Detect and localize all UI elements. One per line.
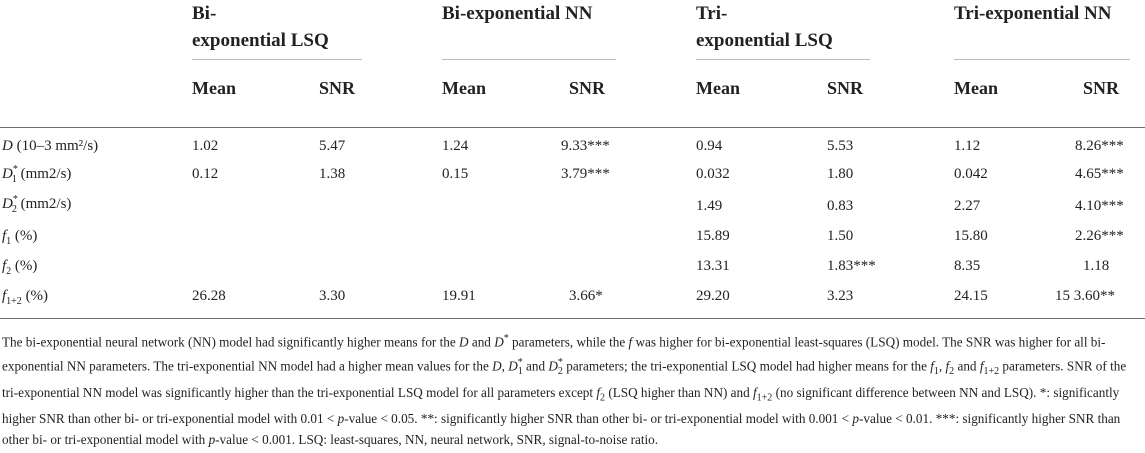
param-unit: (mm2/s) xyxy=(20,196,72,212)
footnote-text: parameters, while the xyxy=(508,334,629,350)
table-cell: 0.042 xyxy=(954,166,988,182)
footnote-subscript: 2 xyxy=(600,392,606,404)
group-header-line2: exponential LSQ xyxy=(192,30,329,51)
param-superscript: * xyxy=(12,164,18,175)
row-label xyxy=(2,194,71,215)
subheader-snr: SNR xyxy=(1083,78,1120,98)
footnote-subscript: 1 xyxy=(933,366,939,378)
param-symbol: D xyxy=(2,138,13,154)
param-unit: (%) xyxy=(14,228,38,244)
table-cell: 15 3.60** xyxy=(1055,288,1115,304)
row-label xyxy=(2,164,71,185)
footnote-symbol: f xyxy=(930,358,934,374)
table-cell: 1.80 xyxy=(827,166,854,182)
table-cell: 19.91 xyxy=(442,288,476,304)
table-cell: 1.12 xyxy=(954,138,981,154)
footnote-superscript: * xyxy=(517,357,523,369)
subheader-mean: Mean xyxy=(442,78,486,98)
param-subscript: 2 xyxy=(6,266,12,277)
footnote-symbol: f xyxy=(979,358,984,374)
footnote-symbol: D xyxy=(459,334,469,350)
row-label xyxy=(2,228,37,247)
table-bottom-rule xyxy=(0,318,1145,319)
subheader-snr: SNR xyxy=(827,78,864,98)
table-cell: 0.12 xyxy=(192,166,219,182)
param-unit: (%) xyxy=(25,288,49,304)
param-subscript: 1 xyxy=(11,174,17,185)
footnote-text: and xyxy=(468,334,495,350)
footnote-symbol: f xyxy=(596,385,601,401)
footnote-text: and xyxy=(522,358,549,374)
footnote-subscript: 1+2 xyxy=(756,392,773,404)
subheader-mean: Mean xyxy=(954,78,998,98)
param-subscript: 1 xyxy=(6,236,12,247)
group-header-line2: exponential LSQ xyxy=(696,30,833,51)
param-subscript: 2 xyxy=(11,204,17,215)
group-header-line1: Bi- xyxy=(192,3,217,24)
group-rule-bi-nn xyxy=(442,59,616,60)
table-cell: 29.20 xyxy=(696,288,730,304)
table-cell: 4.10*** xyxy=(1075,198,1124,214)
table-cell: 15.80 xyxy=(954,228,988,244)
group-rule-bi-lsq xyxy=(192,59,362,60)
param-superscript: * xyxy=(12,194,18,205)
footnote-symbol: D xyxy=(508,358,518,374)
footnote-superscript: * xyxy=(503,333,509,344)
footnote-text: -value < 0.001. LSQ: least-squares, NN, neural network, SNR, signal-to-noise ratio. xyxy=(215,432,659,448)
param-unit: (10–3 mm²/s) xyxy=(16,138,99,154)
footnote-symbol: f xyxy=(628,334,633,350)
param-symbol: f xyxy=(2,228,7,244)
table-cell: 4.65*** xyxy=(1075,166,1124,182)
group-header-line1: Bi-exponential NN xyxy=(442,3,593,24)
table-cell: 5.53 xyxy=(827,138,854,154)
footnote-symbol: p xyxy=(852,411,860,427)
table-cell: 1.83*** xyxy=(827,258,876,274)
footnote-text: -value < 0.05. **: significantly higher SNR than other bi- or tri-exponential model with 0.001 < xyxy=(344,411,853,427)
table-cell: 1.24 xyxy=(442,138,469,154)
table-cell: 3.23 xyxy=(827,288,854,304)
table-cell: 1.38 xyxy=(319,166,346,182)
table-cell: 9.33*** xyxy=(561,138,610,154)
group-header-bi-lsq xyxy=(192,0,329,54)
table-cell: 5.47 xyxy=(319,138,346,154)
footnote-symbol: p xyxy=(337,411,345,427)
footnote-symbol: f xyxy=(753,385,757,401)
table-cell: 0.83 xyxy=(827,198,854,214)
footnote-text: (no significant difference between NN and LSQ). *: significantly higher SNR than other bi- or tri-exponential model with 0.01 < xyxy=(2,385,1120,427)
table-cell: 2.26*** xyxy=(1075,228,1124,244)
table-cell: 0.94 xyxy=(696,138,723,154)
table-cell: 13.31 xyxy=(696,258,730,274)
group-header-line1: Tri- xyxy=(696,3,728,24)
subheader-mean: Mean xyxy=(192,78,236,98)
footnote-subscript: 2 xyxy=(557,366,563,378)
param-symbol: D xyxy=(2,196,13,212)
param-symbol: f xyxy=(2,288,7,304)
subheader-snr: SNR xyxy=(319,78,356,98)
group-rule-tri-nn xyxy=(954,59,1130,60)
table-cell: 15.89 xyxy=(696,228,730,244)
table-cell: 2.27 xyxy=(954,198,981,214)
table-cell: 1.49 xyxy=(696,198,723,214)
table-cell: 1.18 xyxy=(1083,258,1110,274)
table-cell: 8.26*** xyxy=(1075,138,1124,154)
group-header-tri-nn xyxy=(954,0,1111,27)
table-cell: 26.28 xyxy=(192,288,226,304)
table-cell: 3.30 xyxy=(319,288,346,304)
row-label xyxy=(2,288,48,307)
header-rule xyxy=(0,127,1145,128)
table-cell: 0.032 xyxy=(696,166,730,182)
table-cell: 3.79*** xyxy=(561,166,610,182)
table-cell: 1.02 xyxy=(192,138,219,154)
footnote-symbol: p xyxy=(208,432,216,448)
footnote-subscript: 2 xyxy=(949,366,955,378)
footnote-subscript: 1 xyxy=(517,366,523,378)
param-unit: (%) xyxy=(14,258,38,274)
group-header-bi-nn xyxy=(442,0,592,27)
table-cell: 8.35 xyxy=(954,258,981,274)
footnote-text: The bi-exponential neural network (NN) model had significantly higher means for the xyxy=(2,334,460,350)
footnote-text: parameters. SNR of the tri-exponential NN model was significantly higher than the tri-exponential LSQ model for all parameters except xyxy=(2,358,1127,401)
table-footnote xyxy=(2,329,1140,451)
footnote-symbol: D xyxy=(548,358,558,374)
param-symbol: D xyxy=(2,166,13,182)
subheader-mean: Mean xyxy=(696,78,740,98)
param-symbol: f xyxy=(2,258,7,274)
footnote-text: , xyxy=(501,358,509,374)
table-cell: 3.66* xyxy=(569,288,603,304)
group-header-line1: Tri-exponential NN xyxy=(954,3,1112,24)
footnote-text: -value < 0.01. ***: significantly higher SNR than other bi- or tri-exponential model with xyxy=(2,411,1121,448)
footnote-superscript: * xyxy=(557,357,563,369)
footnote-text: was higher for bi-exponential least-squares (LSQ) model. The SNR was higher for all bi-exponential NN parameters. The tri-exponential NN model had a higher mean values for the xyxy=(2,334,1106,374)
footnote-text: (LSQ higher than NN) and xyxy=(605,385,753,401)
table-cell: 1.50 xyxy=(827,228,854,244)
group-header-tri-lsq xyxy=(696,0,833,54)
footnote-symbol: D xyxy=(492,358,502,374)
param-subscript: 1+2 xyxy=(6,296,22,307)
footnote-text: and xyxy=(954,358,980,374)
table-cell: 0.15 xyxy=(442,166,469,182)
footnote-symbol: D xyxy=(494,334,504,350)
row-label xyxy=(2,258,37,277)
footnote-subscript: 1+2 xyxy=(983,366,1000,378)
subheader-snr: SNR xyxy=(569,78,606,98)
table-cell: 24.15 xyxy=(954,288,988,304)
footnote-text: parameters; the tri-exponential LSQ model had higher means for the xyxy=(562,358,931,374)
footnote-text: , xyxy=(938,358,946,374)
row-label xyxy=(2,138,98,155)
footnote-symbol: f xyxy=(945,358,950,374)
group-rule-tri-lsq xyxy=(696,59,870,60)
param-unit: (mm2/s) xyxy=(20,166,72,182)
